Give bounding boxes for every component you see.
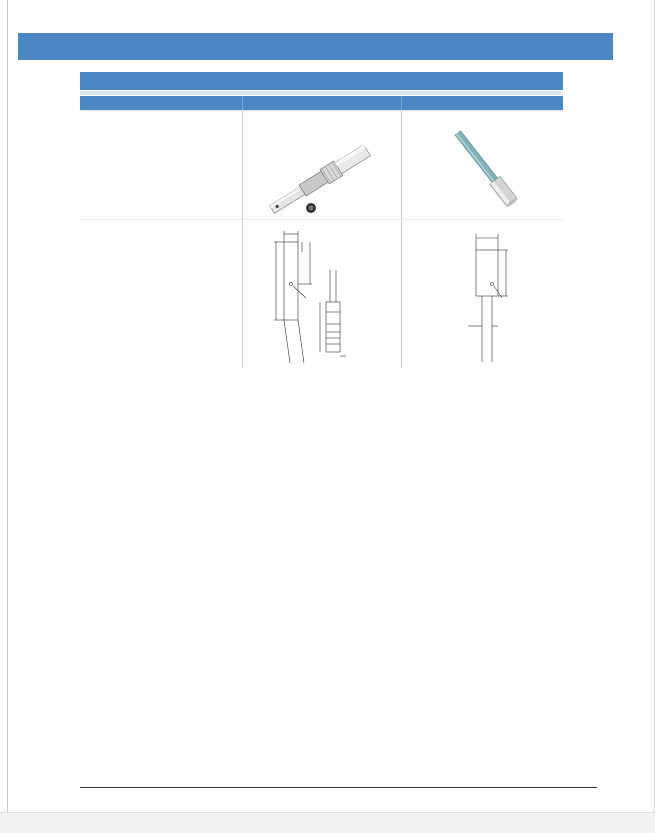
- product-image-row: [80, 111, 563, 220]
- q5-dimension-drawing: [266, 228, 396, 368]
- section-header: [80, 72, 563, 90]
- q5-sensor-image: [258, 145, 398, 217]
- footer-rule: [80, 787, 597, 788]
- spec-header-row: [80, 96, 563, 111]
- viewer-bottom-band: [0, 812, 655, 833]
- footer-block-strip: [80, 790, 600, 801]
- d65-sensor-image: [448, 121, 538, 217]
- spec-table: [80, 96, 563, 368]
- d65-dimension-drawing: [440, 228, 560, 368]
- page-title: [18, 33, 613, 60]
- dimension-drawing-row: [80, 220, 563, 368]
- section-header-strip: [80, 91, 563, 95]
- page-edge: [7, 0, 8, 832]
